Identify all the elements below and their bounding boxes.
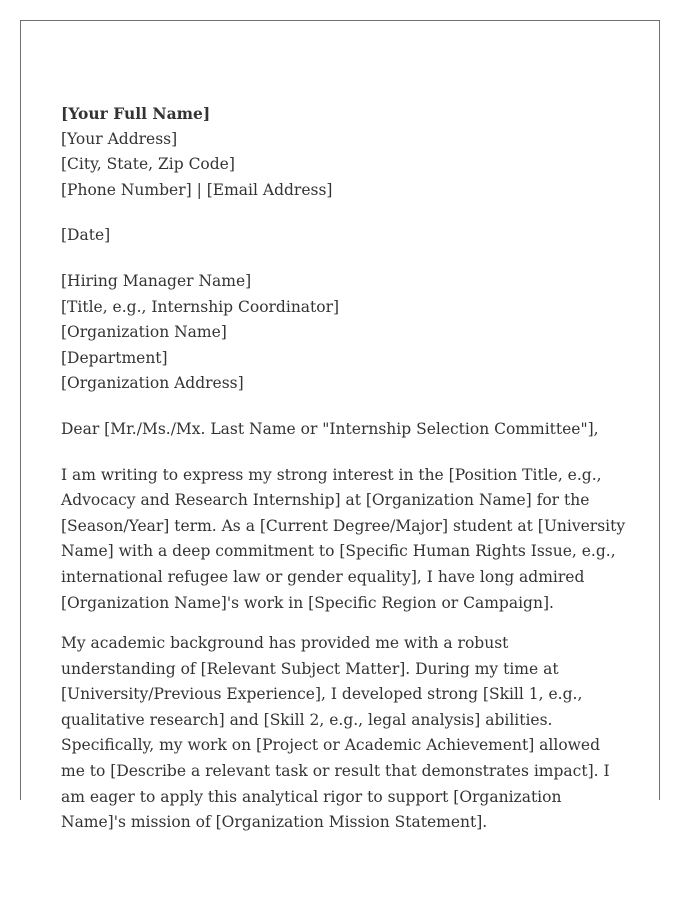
recipient-title: [Title, e.g., Internship Coordinator]: [61, 297, 340, 316]
recipient-address: [Organization Address]: [61, 374, 244, 393]
letter-page: [20, 20, 660, 832]
recipient-organization: [Organization Name]: [61, 323, 227, 342]
recipient-department: [Department]: [61, 348, 168, 367]
letter-content: [61, 101, 626, 851]
recipient-name: [Hiring Manager Name]: [61, 271, 252, 290]
sender-city-state-zip: [City, State, Zip Code]: [61, 155, 235, 174]
date-block: [61, 223, 626, 249]
sender-contact: [Phone Number] | [Email Address]: [61, 180, 333, 199]
body-paragraph-1: I am writing to express my strong interest in the [Position Title, e.g., Advocacy and Research Internship] at [Organization Name] for the [Season/Year] term. As a [Current Degree/Major] student at [University Name] with a deep commitment to [Specific Human Rights Issue, e.g., international refugee law or gender equality], I have long admired [Organization Name]'s work in [Specific Region or Campaign].: [61, 465, 626, 612]
sender-block: [61, 101, 626, 203]
body-paragraph-2: My academic background has provided me with a robust understanding of [Relevant Subject Matter]. During my time at [University/Previous Experience], I developed strong [Skill 1, e.g., qualitative research] and [Skill 2, e.g., legal analysis] abilities. Specifically, my work on [Project or Academic Achievement] allowed me to [Describe a relevant task or result that demonstrates impact]. I am eager to apply this analytical rigor to support [Organization Name]'s mission of [Organization Mission Statement].: [61, 634, 610, 832]
recipient-block: [61, 269, 626, 397]
salutation: Dear [Mr./Ms./Mx. Last Name or "Internship Selection Committee"],: [61, 419, 599, 438]
letter-date: [Date]: [61, 226, 111, 245]
sender-address: [Your Address]: [61, 129, 178, 148]
sender-name: [Your Full Name]: [61, 104, 211, 123]
salutation-block: [61, 417, 626, 443]
